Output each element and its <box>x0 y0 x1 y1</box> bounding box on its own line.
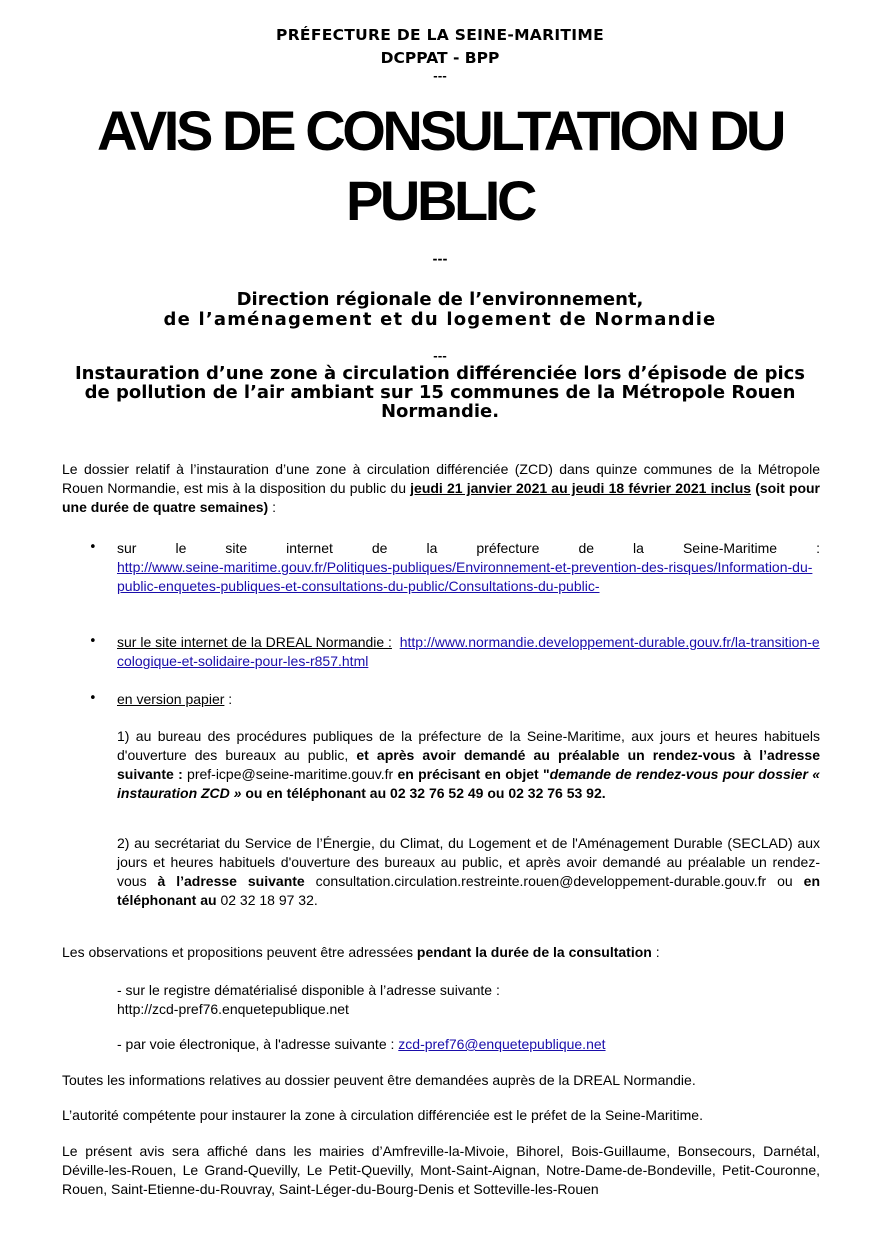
paper-label: en version papier <box>117 691 225 707</box>
service-heading: DCPPAT - BPP <box>380 49 500 67</box>
display-paragraph: Le présent avis sera affiché dans les mairies d’Amfreville-la-Mivoie, Bihorel, Bois-Guillaume, Bonsecours, Darnétal, Déville-les-Rouen, Le Grand-Quevilly, Le Petit-Quevilly, Mont-Saint-Aignan, Notre-Dame-de-Bondeville, Petit-Couronne, Rouen, Saint-Etienne-du-Rouvray, Saint-Léger-du-Bourg-Denis et Sotteville-les-Rouen <box>62 1143 820 1197</box>
observations-paragraph: Les observations et propositions peuvent être adressées pendant la durée de la consultation : <box>62 944 660 960</box>
direction-heading <box>60 290 820 330</box>
separator: --- <box>432 252 448 266</box>
dreal-link[interactable]: http://www.normandie.developpement-durable.gouv.fr/la-transition-ecologique-et-solidaire-pour-les-r857.html <box>117 634 820 669</box>
consultation-dates: jeudi 21 janvier 2021 au jeudi 18 février 2021 inclus <box>410 480 752 496</box>
separator: --- <box>433 350 447 363</box>
consultation-duration: (soit pour une durée de quatre semaines) <box>62 480 821 515</box>
bullet: • <box>89 540 97 555</box>
site-prefecture-label: sur le site internet de la préfecture de la Seine-Maritime : <box>117 540 820 556</box>
direction-line-1: Direction régionale de l’environnement, <box>236 289 644 310</box>
prefecture-heading: PRÉFECTURE DE LA SEINE-MARITIME <box>276 26 604 44</box>
prefecture-email: pref-icpe@seine-maritime.gouv.fr <box>182 766 398 782</box>
bullet: • <box>89 634 97 649</box>
dreal-label: sur le site internet de la DREAL Normandie : <box>117 634 392 650</box>
intro-text: Le dossier relatif à l’instauration d’une zone à circulation différenciée (ZCD) dans quinze communes de la Métropole Rouen Normandie, est mis à la disposition du public du <box>62 461 820 496</box>
site-prefecture-link[interactable]: http://www.seine-maritime.gouv.fr/Politiques-publiques/Environnement-et-prevention-des-risques/Information-du-public-enquetes-publiques-et-consultations-du-public/Consultations-du-public- <box>117 559 813 594</box>
list-item-site-prefecture <box>117 539 820 596</box>
list-item-paper: en version papier : <box>117 691 233 707</box>
intro-paragraph: Le dossier relatif à l’instauration d’une zone à circulation différenciée (ZCD) dans quinze communes de la Métropole Rouen Normandie, est mis à la disposition du public du jeudi 21 janvier 2021 au jeudi 18 février 2021 inclus (soit pour une durée de quatre semaines) : <box>62 461 821 515</box>
email-item: - par voie électronique, à l'adresse suivante : zcd-pref76@enquetepublique.net <box>117 1036 606 1052</box>
dreal-email: consultation.circulation.restreinte.rouen@developpement-durable.gouv.fr <box>304 873 778 889</box>
paper-option-1: 1) au bureau des procédures publiques de la préfecture de la Seine-Maritime, aux jours et heures habituels d'ouverture des bureaux au public, et après avoir demandé au préalable un rendez-vous à l’adresse suivante : pref-icpe@seine-maritime.gouv.fr en précisant en objet "demande de rendez-vous pour dossier « instauration ZCD » ou en téléphonant au 02 32 76 52 49 ou 02 32 76 53 92. <box>117 728 820 801</box>
list-item-site-dreal <box>117 633 820 671</box>
info-paragraph: Toutes les informations relatives au dossier peuvent être demandées auprès de la DREAL Normandie. <box>62 1072 696 1088</box>
authority-paragraph: L’autorité compétente pour instaurer la zone à circulation différenciée est le préfet de la Seine-Maritime. <box>62 1107 703 1123</box>
registre-email-link[interactable]: zcd-pref76@enquetepublique.net <box>398 1036 606 1052</box>
subject-heading: Instauration d’une zone à circulation différenciée lors d’épisode de pics de pollution de l’air ambiant sur 15 communes de la Métropole Rouen Normandie. <box>74 363 806 422</box>
bullet: • <box>89 691 97 706</box>
registre-url: http://zcd-pref76.enquetepublique.net <box>117 1001 349 1017</box>
registre-item: - sur le registre dématérialisé disponible à l’adresse suivante : http://zcd-pref76.enquetepublique.net <box>117 981 820 1019</box>
paper-option-2: 2) au secrétariat du Service de l’Énergie, du Climat, du Logement et de l'Aménagement Durable (SECLAD) aux jours et heures habituels d'ouverture des bureaux au public, et après avoir demandé au préalable un rendez-vous à l’adresse suivante consultation.circulation.restreinte.rouen@developpement-durable.gouv.fr ou en téléphonant au 02 32 18 97 32. <box>117 835 820 908</box>
separator: --- <box>433 70 447 83</box>
direction-line-2: de l’aménagement et du logement de Normandie <box>163 309 717 330</box>
page-title: AVIS DE CONSULTATION DU PUBLIC <box>96 99 784 232</box>
